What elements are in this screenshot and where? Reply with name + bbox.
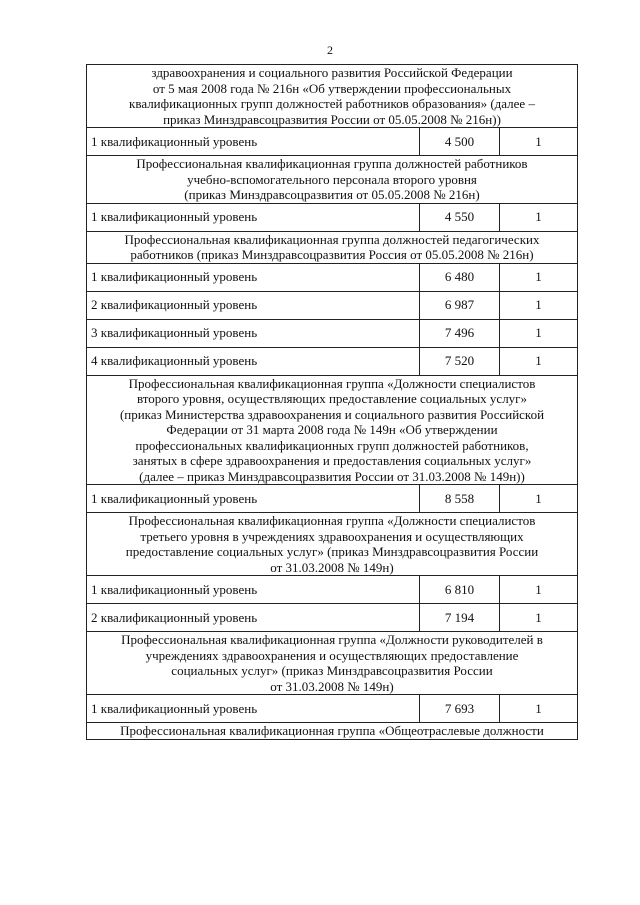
coefficient-value: 1 [500, 695, 578, 723]
qualification-level-row [87, 291, 578, 319]
qualification-level-name: 4 квалификационный уровень [87, 347, 420, 375]
qualification-level-name: 1 квалификационный уровень [87, 485, 420, 513]
coefficient-value: 1 [500, 604, 578, 632]
qualification-level-row [87, 263, 578, 291]
qualification-level-row [87, 485, 578, 513]
coefficient-value: 1 [500, 347, 578, 375]
qualification-level-name: 2 квалификационный уровень [87, 291, 420, 319]
group-title: Профессиональная квалификационная группа должностей педагогических работников (приказ Минздравсоцразвития Россия от 05.05.2008 № 216н) [87, 231, 578, 263]
salary-table [86, 64, 578, 740]
coefficient-value: 1 [500, 576, 578, 604]
qualification-level-name: 1 квалификационный уровень [87, 695, 420, 723]
qualification-level-row [87, 319, 578, 347]
qualification-level-name: 2 квалификационный уровень [87, 604, 420, 632]
group-header-row [87, 632, 578, 695]
group-title: Профессиональная квалификационная группа «Должности руководителей в учреждениях здравоохранения и осуществляющих предоставление социальных услуг» (приказ Минздравсоцразвития России от 31.03.2008 № 149н) [87, 632, 578, 695]
group-header-row [87, 231, 578, 263]
group-header-row [87, 156, 578, 204]
qualification-level-row [87, 203, 578, 231]
coefficient-value: 1 [500, 485, 578, 513]
base-salary-value: 6 987 [420, 291, 500, 319]
qualification-level-name: 1 квалификационный уровень [87, 128, 420, 156]
coefficient-value: 1 [500, 128, 578, 156]
group-title: Профессиональная квалификационная группа должностей работников учебно-вспомогательного персонала второго уровня (приказ Минздравсоцразвития от 05.05.2008 № 216н) [87, 156, 578, 204]
group-header-row [87, 375, 578, 485]
base-salary-value: 4 500 [420, 128, 500, 156]
base-salary-value: 6 480 [420, 263, 500, 291]
qualification-level-name: 1 квалификационный уровень [87, 263, 420, 291]
qualification-level-row [87, 695, 578, 723]
group-title: Профессиональная квалификационная группа «Должности специалистов второго уровня, осуществляющих предоставление социальных услуг» (приказ Министерства здравоохранения и социального развития Российской Федерации от 31 марта 2008 года № 149н «Об утверждении профессиональных квалификационных групп должностей работников, занятых в сфере здравоохранения и предоставления социальных услуг» (далее – приказ Минздравсоцразвития России от 31.03.2008 № 149н)) [87, 375, 578, 485]
group-title: Профессиональная квалификационная группа «Общеотраслевые должности [87, 723, 578, 740]
base-salary-value: 7 693 [420, 695, 500, 723]
base-salary-value: 7 520 [420, 347, 500, 375]
coefficient-value: 1 [500, 291, 578, 319]
base-salary-value: 8 558 [420, 485, 500, 513]
qualification-level-row [87, 604, 578, 632]
qualification-level-name: 1 квалификационный уровень [87, 576, 420, 604]
coefficient-value: 1 [500, 203, 578, 231]
group-header-row [87, 513, 578, 576]
base-salary-value: 4 550 [420, 203, 500, 231]
base-salary-value: 6 810 [420, 576, 500, 604]
base-salary-value: 7 194 [420, 604, 500, 632]
coefficient-value: 1 [500, 319, 578, 347]
base-salary-value: 7 496 [420, 319, 500, 347]
qualification-level-name: 3 квалификационный уровень [87, 319, 420, 347]
group-header-row [87, 723, 578, 740]
group-header-row [87, 65, 578, 128]
qualification-level-row [87, 347, 578, 375]
page-number: 2 [327, 43, 333, 57]
qualification-level-row [87, 128, 578, 156]
qualification-level-row [87, 576, 578, 604]
qualification-level-name: 1 квалификационный уровень [87, 203, 420, 231]
group-title: Профессиональная квалификационная группа «Должности специалистов третьего уровня в учреждениях здравоохранения и осуществляющих предоставление социальных услуг» (приказ Минздравсоцразвития России от 31.03.2008 № 149н) [87, 513, 578, 576]
group-title: здравоохранения и социального развития Российской Федерации от 5 мая 2008 года № 216н «Об утверждении профессиональных квалификационных групп должностей работников образования» (далее – приказ Минздравсоцразвития России от 05.05.2008 № 216н)) [87, 65, 578, 128]
coefficient-value: 1 [500, 263, 578, 291]
